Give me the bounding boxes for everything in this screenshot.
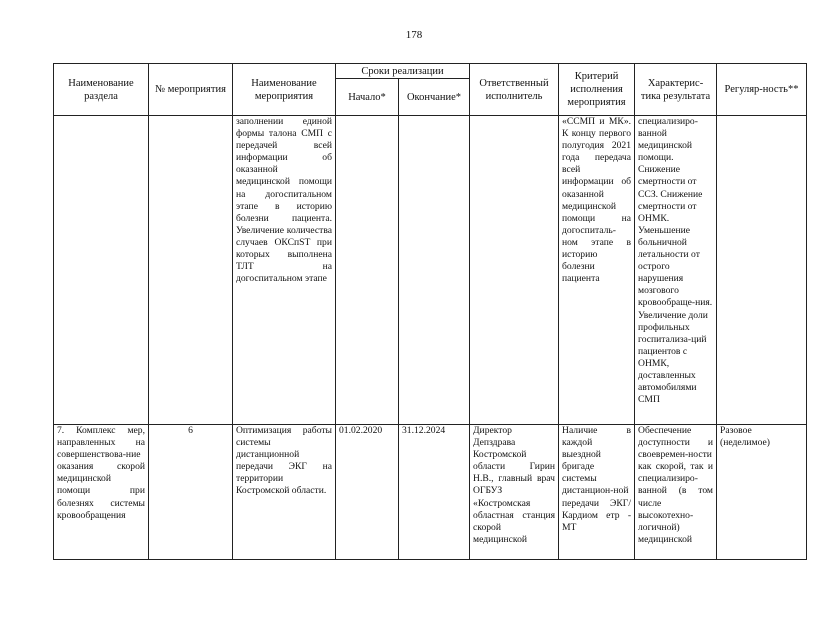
header-row-1 xyxy=(54,64,807,79)
cell-result: специализиро-ванной медицинской помощи. Снижение смертности от ССЗ. Снижение смертности от ОНМК. Уменьшение больничной летальности от острого нарушения мозгового кровообраще-ния. Увеличение доли профильных госпитализа-ций пациентов с ОНМК, доставленных автомобилями СМП xyxy=(635,116,717,425)
header-result: Характерис-тика результата xyxy=(635,64,717,116)
header-name: Наименование мероприятия xyxy=(233,64,336,116)
header-section: Наименование раздела xyxy=(54,64,149,116)
header-start: Начало* xyxy=(336,79,399,116)
header-end: Окончание* xyxy=(399,79,470,116)
cell-number xyxy=(149,116,233,425)
cell-executor xyxy=(470,116,559,425)
header-criterion: Критерий исполнения мероприятия xyxy=(559,64,635,116)
header-period: Сроки реализации xyxy=(336,64,470,79)
cell-result: Обеспечение доступности и своевремен-ности как скорой, так и специализиро-ванной (в том числе высокотехно-логичной) медицинской xyxy=(635,425,717,560)
cell-section: 7. Комплекс мер, направленных на совершенствова-ние оказания скорой медицинской помощи при болезнях системы кровообращения xyxy=(54,425,149,560)
cell-executor: Директор Депздрава Костромской области Гирин Н.В., главный врач ОГБУЗ «Костромская областная станция скорой медицинской xyxy=(470,425,559,560)
cell-start: 01.02.2020 xyxy=(336,425,399,560)
cell-end xyxy=(399,116,470,425)
header-executor: Ответственный исполнитель xyxy=(470,64,559,116)
action-plan-table xyxy=(53,63,807,560)
cell-criterion: «ССМП и МК». К концу первого полугодия 2021 года передача всей информации об оказанной медицинской помощи на догоспиталь-ном этапе в историю болезни пациента xyxy=(559,116,635,425)
cell-section xyxy=(54,116,149,425)
cell-regularity xyxy=(717,116,807,425)
cell-regularity: Разовое (неделимое) xyxy=(717,425,807,560)
cell-number: 6 xyxy=(149,425,233,560)
cell-name: Оптимизация работы системы дистанционной передачи ЭКГ на территории Костромской области. xyxy=(233,425,336,560)
header-number: № мероприятия xyxy=(149,64,233,116)
cell-start xyxy=(336,116,399,425)
cell-criterion: Наличие в каждой выездной бригаде системы дистанцион-ной передачи ЭКГ/Кардиом етр - МТ xyxy=(559,425,635,560)
cell-end: 31.12.2024 xyxy=(399,425,470,560)
cell-name: заполнении единой формы талона СМП с передачей всей информации об оказанной медицинской помощи на догоспитальном этапе в историю болезни пациента. Увеличение количества случаев ОКСпST при которых выполнена ТЛТ на догоспитальном этапе xyxy=(233,116,336,425)
table-row xyxy=(54,116,807,425)
page-number: 178 xyxy=(405,29,423,41)
table-row xyxy=(54,425,807,560)
header-regularity: Регуляр-ность** xyxy=(717,64,807,116)
